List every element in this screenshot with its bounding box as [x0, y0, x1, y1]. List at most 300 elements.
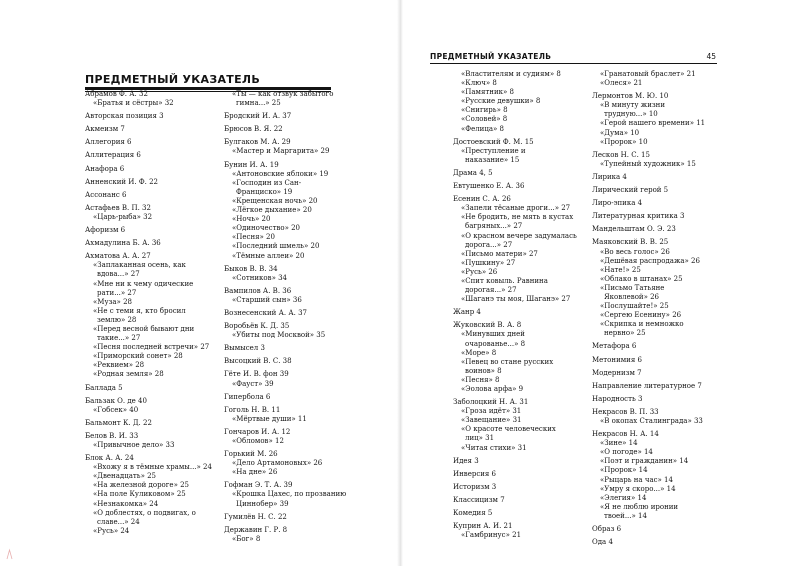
subentry-text: «В окопах Сталинграда» 33	[600, 417, 703, 425]
subentry-text: «Господин из Сан-	[232, 178, 302, 187]
index-subentry	[453, 231, 577, 250]
index-entry	[85, 90, 209, 99]
subentry-text: «Одиночество» 20	[232, 224, 301, 233]
index-subentry	[453, 125, 573, 134]
entry-text: Лесков Н. С. 15	[592, 150, 650, 159]
subentry-text: «Пушкину» 27	[461, 258, 516, 267]
entry-text: Лермонтов М. Ю. 10	[592, 92, 669, 101]
entry-text: Анафора 6	[85, 164, 125, 173]
entry-text: Аллегория 6	[85, 138, 132, 147]
subentry-text: «Обломов» 12	[232, 437, 284, 445]
index-subentry	[592, 138, 716, 147]
entry-text: Жанр 4	[453, 308, 481, 317]
index-subentry	[592, 257, 716, 266]
entry-text: Инверсия 6	[453, 469, 497, 478]
index-entry	[453, 169, 573, 178]
subentry-text: Франциско» 19	[236, 187, 293, 196]
subentry-text: «На дне» 26	[232, 468, 278, 477]
entry-text: Блок А. А. 24	[85, 454, 134, 463]
index-subentry	[85, 463, 212, 472]
entry-text: Евтушенко Е. А. 36	[453, 182, 525, 191]
index-subentry	[453, 385, 573, 394]
index-subentry	[453, 259, 573, 268]
index-entry	[592, 199, 716, 208]
subentry-text: «Письмо матери» 27	[461, 249, 538, 258]
entry-text: Литературная критика 3	[592, 212, 685, 221]
subentry-text: «Тупейный художник» 15	[600, 159, 696, 168]
subentry-text: Циннобер» 39	[236, 499, 289, 508]
subentry-text: «Приморский сонет» 28	[93, 352, 183, 361]
index-entry	[224, 357, 348, 366]
index-entry	[85, 432, 209, 441]
index-entry	[592, 342, 716, 351]
index-subentry	[592, 275, 716, 284]
index-subentry	[453, 444, 573, 453]
entry-text: Ода 4	[592, 538, 613, 547]
entry-text: Направление литературное 7	[592, 381, 702, 390]
index-entry	[224, 125, 348, 134]
index-entry	[85, 397, 209, 406]
entry-text: Куприн А. И. 21	[453, 522, 513, 531]
subentry-text: дорогая...» 27	[465, 286, 517, 295]
subentry-text: «Мастер и Маргарита» 29	[232, 147, 330, 156]
index-subentry	[85, 261, 209, 279]
index-subentry	[85, 481, 209, 490]
entry-text: Драма 4, 5	[453, 168, 493, 177]
entry-text: Горький М. 26	[224, 450, 278, 459]
entry-text: Бальзак О. де 40	[85, 396, 147, 405]
index-entry	[224, 406, 348, 415]
subentry-text: «Мне ни к чему одические	[93, 279, 194, 288]
index-entry	[85, 454, 209, 463]
index-subentry	[85, 527, 209, 536]
subentry-text: «Не с теми я, кто бросил	[93, 306, 186, 315]
subentry-text: багряных...» 27	[465, 222, 523, 231]
subentry-text: твоей...» 14	[604, 511, 647, 520]
index-subentry	[85, 298, 209, 307]
index-entry	[224, 322, 348, 331]
subentry-text: «Песня» 20	[232, 233, 275, 242]
index-entry	[453, 509, 573, 518]
subentry-text: «Поэт и гражданин» 14	[600, 457, 689, 466]
entry-text: Мандельштам О. Э. 23	[592, 225, 676, 234]
subentry-text: «Элегия» 14	[600, 493, 647, 502]
subentry-text: «Дело Артамоновых» 26	[232, 459, 323, 468]
subentry-text: землю» 28	[97, 315, 137, 324]
subentry-text: «Письмо Татьяне	[600, 283, 665, 292]
index-entry	[224, 344, 348, 353]
subentry-text: «Крошка Цахес, по прозванию	[232, 490, 347, 499]
subentry-text: «Море» 8	[461, 348, 497, 357]
index-entry	[224, 112, 348, 121]
entry-text: Белов В. И. 33	[85, 431, 139, 440]
index-subentry	[224, 535, 348, 544]
subentry-text: «Гроза идёт» 31	[461, 407, 522, 416]
subentry-text: «Бог» 8	[232, 534, 261, 543]
subentry-text: «Родная земля» 28	[93, 370, 164, 379]
running-title: ПРЕДМЕТНЫЙ УКАЗАТЕЛЬ	[430, 52, 552, 61]
subentry-text: «На поле Куликовом» 25	[93, 490, 186, 499]
subentry-text: «Последний шмель» 20	[232, 242, 320, 251]
index-entry	[453, 398, 573, 407]
index-subentry	[453, 79, 573, 88]
subentry-text: «Нате!» 25	[600, 265, 641, 274]
entry-text: Гофман Э. Т. А. 39	[224, 481, 293, 490]
index-entry	[85, 239, 209, 248]
subentry-text: «Спит ковыль. Равнина	[461, 276, 548, 285]
subentry-text: «Мёртвые души» 11	[232, 414, 307, 423]
entry-text: Маяковский В. В. 25	[592, 238, 669, 247]
index-entry	[592, 186, 716, 195]
subentry-text: «Сергею Есенину» 26	[600, 311, 682, 320]
subentry-text: «Вхожу я в тёмные храмы...» 24	[93, 463, 212, 472]
entry-text: Ассонанс 6	[85, 190, 127, 199]
entry-text: Быков В. В. 34	[224, 264, 278, 273]
index-entry	[85, 204, 209, 213]
subentry-text: «Завещание» 31	[461, 416, 522, 425]
subentry-text: «Русь» 24	[93, 526, 130, 535]
index-subentry	[85, 472, 209, 481]
subentry-text: «На железной дороге» 25	[93, 481, 189, 490]
index-subentry	[592, 320, 716, 338]
entry-text: Модернизм 7	[592, 368, 642, 377]
entry-text: Аллитерация 6	[85, 151, 141, 160]
subentry-text: гимна...» 25	[236, 99, 281, 108]
index-subentry	[592, 119, 716, 128]
subentry-text: дорога...» 27	[465, 240, 513, 249]
subentry-text: «Читая стихи» 31	[461, 443, 527, 452]
subentry-text: «О доблестях, о подвигах, о	[93, 508, 196, 517]
entry-text: Классицизм 7	[453, 495, 505, 504]
index-subentry	[453, 425, 573, 443]
index-entry	[592, 212, 716, 221]
index-subentry	[453, 97, 573, 106]
index-subentry	[224, 331, 348, 340]
index-entry	[592, 225, 716, 234]
subentry-text: «Перед весной бывают дни	[93, 324, 195, 333]
index-subentry	[453, 268, 573, 277]
index-subentry	[453, 330, 573, 348]
index-entry	[592, 525, 716, 534]
index-entry	[85, 191, 209, 200]
index-entry	[592, 395, 716, 404]
subentry-text: «О погоде» 14	[600, 448, 653, 457]
subentry-text: «Фауст» 39	[232, 379, 274, 388]
index-subentry	[224, 459, 348, 468]
entry-text: Идея 3	[453, 456, 479, 465]
index-entry	[453, 321, 573, 330]
index-subentry	[224, 252, 348, 261]
subentry-text: «О красоте человеческих	[461, 425, 556, 434]
entry-text: Некрасов Н. А. 14	[592, 430, 659, 439]
entry-text: Астафьев В. П. 32	[85, 203, 151, 212]
index-subentry	[453, 277, 573, 295]
entry-text: Метонимия 6	[592, 355, 642, 364]
running-title-rule	[430, 63, 717, 64]
index-subentry	[224, 215, 348, 224]
entry-text: Акмеизм 7	[85, 125, 125, 134]
index-subentry	[592, 79, 716, 88]
subentry-text: «Шаганэ ты моя, Шаганэ» 27	[461, 295, 571, 304]
index-subentry	[224, 224, 348, 233]
index-subentry	[453, 204, 573, 213]
index-subentry	[85, 352, 209, 361]
subentry-text: «Певец во стане русских	[461, 357, 554, 366]
subentry-text: «Пророк» 10	[600, 137, 648, 146]
index-subentry	[592, 160, 716, 169]
subentry-text: «Снигирь» 8	[461, 106, 508, 115]
subentry-text: «Убиты под Москвой» 35	[232, 331, 326, 340]
entry-text: Бунин И. А. 19	[224, 160, 279, 169]
subentry-text: «Тёмные аллеи» 20	[232, 251, 305, 260]
index-entry	[592, 538, 716, 547]
index-subentry	[453, 147, 573, 165]
subentry-text: «Гранатовый браслет» 21	[600, 70, 696, 78]
index-entry	[592, 356, 716, 365]
entry-text: Заболоцкий Н. А. 31	[453, 398, 529, 407]
index-subentry	[592, 101, 716, 119]
subentry-text: «Братья и сёстры» 32	[93, 99, 174, 108]
index-entry	[224, 393, 348, 402]
index-subentry	[224, 147, 348, 156]
subentry-text: «Во весь голос» 26	[600, 247, 670, 256]
index-subentry	[224, 437, 348, 446]
subentry-text: Яковлевой» 26	[604, 292, 660, 301]
index-column-4	[592, 70, 716, 547]
index-entry	[592, 238, 716, 247]
subentry-text: «Старший сын» 36	[232, 295, 302, 304]
subentry-text: «Облако в штанах» 25	[600, 274, 683, 283]
index-subentry	[453, 531, 573, 540]
index-subentry	[224, 468, 348, 477]
subentry-text: «Реквием» 28	[93, 361, 145, 370]
subentry-text: «Эолова арфа» 9	[461, 385, 524, 393]
index-entry	[224, 370, 348, 379]
subentry-text: «Русь» 26	[461, 267, 498, 276]
subentry-text: «Минувших дней	[461, 330, 525, 339]
index-subentry	[453, 358, 573, 376]
index-subentry	[85, 370, 209, 379]
index-subentry	[85, 406, 209, 415]
index-entry	[453, 182, 573, 191]
index-entry	[85, 384, 209, 393]
index-subentry	[592, 485, 716, 494]
index-subentry	[453, 213, 573, 231]
index-entry	[85, 112, 209, 121]
page-title: ПРЕДМЕТНЫЙ УКАЗАТЕЛЬ	[85, 73, 261, 86]
index-entry	[592, 173, 716, 182]
index-entry	[85, 178, 209, 187]
index-subentry	[85, 325, 209, 343]
entry-text: Державин Г. Р. 8	[224, 525, 288, 534]
index-subentry	[592, 70, 716, 79]
entry-text: Историзм 3	[453, 482, 497, 491]
entry-text: Гончаров И. А. 12	[224, 427, 291, 436]
index-column-2	[224, 90, 348, 544]
subentry-text: «Зине» 14	[600, 439, 638, 448]
index-subentry	[453, 416, 573, 425]
index-entry	[224, 161, 348, 170]
index-entry	[224, 481, 348, 490]
entry-text: Метафора 6	[592, 342, 637, 351]
index-subentry	[224, 233, 348, 242]
entry-text: Народность 3	[592, 394, 643, 403]
entry-text: Гипербола 6	[224, 392, 271, 401]
index-subentry	[592, 448, 716, 457]
page-number: 45	[706, 52, 716, 61]
subentry-text: «Я не люблю иронии	[600, 502, 679, 511]
index-entry	[85, 125, 209, 134]
index-subentry	[592, 302, 716, 311]
index-subentry	[592, 494, 716, 503]
subentry-text: «Дума» 10	[600, 128, 640, 137]
entry-text: Вымысел 3	[224, 344, 265, 353]
index-subentry	[224, 380, 348, 389]
index-entry	[85, 151, 209, 160]
index-subentry	[453, 106, 573, 115]
index-entry	[592, 408, 716, 417]
subentry-text: «Рыцарь на час» 14	[600, 475, 673, 484]
entry-text: Вознесенский А. А. 37	[224, 308, 307, 317]
index-subentry	[453, 115, 573, 124]
index-subentry	[224, 296, 348, 305]
subentry-text: «Дешёвая распродажа» 26	[600, 256, 700, 265]
subentry-text: «Преступление и	[461, 146, 526, 155]
subentry-text: «Царь-рыба» 32	[93, 212, 153, 221]
subentry-text: «Скрипка и немножко	[600, 320, 684, 329]
entry-text: Жуковский В. А. 8	[453, 321, 522, 330]
index-subentry	[453, 376, 573, 385]
subentry-text: «Фелица» 8	[461, 124, 504, 133]
index-entry	[453, 138, 573, 147]
index-subentry	[224, 490, 348, 508]
index-subentry	[224, 197, 348, 206]
index-subentry	[453, 70, 573, 79]
index-entry	[453, 457, 573, 466]
index-entry	[85, 138, 209, 147]
subentry-text: «Лёгкое дыхание» 20	[232, 206, 312, 215]
index-entry	[453, 195, 573, 204]
index-subentry	[85, 361, 209, 370]
subentry-text: «Послушайте!» 25	[600, 302, 669, 311]
index-subentry	[224, 274, 348, 283]
subentry-text: славе...» 24	[97, 517, 140, 526]
entry-text: Гумилёв Н. С. 22	[224, 512, 287, 521]
book-gutter	[397, 0, 403, 566]
entry-text: Бродский И. А. 37	[224, 112, 292, 121]
subentry-text: «Ключ» 8	[461, 79, 497, 88]
index-subentry	[592, 503, 716, 521]
index-entry	[85, 226, 209, 235]
subentry-text: очарованье...» 8	[465, 339, 526, 348]
index-subentry	[224, 206, 348, 215]
subentry-text: «Сотников» 34	[232, 273, 288, 282]
subentry-text: «О красном вечере задумалась	[461, 231, 577, 240]
subentry-text: «Русские девушки» 8	[461, 97, 541, 106]
subentry-text: наказание» 15	[465, 155, 520, 164]
index-entry	[453, 470, 573, 479]
subentry-text: рати...» 27	[97, 288, 137, 297]
entry-text: Авторская позиция 3	[85, 112, 164, 121]
index-subentry	[592, 266, 716, 275]
subentry-text: «Пророк» 14	[600, 466, 648, 475]
entry-text: Комедия 5	[453, 509, 493, 518]
subentry-text: «Гамбринус» 21	[461, 531, 522, 540]
index-entry	[592, 151, 716, 160]
subentry-text: трудную...» 10	[604, 110, 658, 119]
index-subentry	[453, 407, 573, 416]
index-subentry	[453, 88, 573, 97]
index-entry	[224, 428, 348, 437]
entry-text: Абрамов Ф. А. 32	[85, 90, 148, 98]
subentry-text: «Олеся» 21	[600, 79, 643, 88]
entry-text: Ахматова А. А. 27	[85, 252, 151, 261]
subentry-text: «В минуту жизни	[600, 101, 666, 110]
entry-text: Лирический герой 5	[592, 186, 669, 195]
index-entry	[592, 430, 716, 439]
index-column-1	[85, 90, 212, 536]
index-subentry	[592, 417, 716, 426]
entry-text: Достоевский Ф. М. 15	[453, 137, 534, 146]
index-subentry	[224, 415, 348, 424]
entry-text: Анненский И. Ф. 22	[85, 177, 159, 186]
index-subentry	[592, 129, 716, 138]
index-entry	[224, 138, 348, 147]
index-entry	[592, 369, 716, 378]
entry-text: Образ 6	[592, 525, 622, 534]
entry-text: Лирика 4	[592, 172, 627, 181]
index-subentry	[592, 311, 716, 320]
subentry-text: «Двенадцать» 25	[93, 472, 156, 481]
subentry-text: «Не бродить, не мять в кустах	[461, 213, 574, 222]
page-corner-mark	[6, 548, 13, 560]
index-subentry	[85, 343, 209, 352]
index-entry	[592, 382, 716, 391]
subentry-text: «Гобсек» 40	[93, 405, 139, 414]
entry-text: Афоризм 6	[85, 226, 126, 235]
entry-text: Лиро-эпика 4	[592, 199, 643, 208]
index-subentry	[85, 213, 209, 222]
entry-text: Бальмонт К. Д. 22	[85, 418, 152, 427]
index-entry	[224, 513, 348, 522]
subentry-text: лиц» 31	[465, 434, 495, 443]
index-subentry	[85, 500, 209, 509]
subentry-text: «Незнакомка» 24	[93, 499, 159, 508]
subentry-text: «Умру я скоро...» 14	[600, 484, 676, 493]
index-subentry	[224, 242, 348, 251]
index-entry	[85, 419, 209, 428]
subentry-text: «Песня последней встречи» 27	[93, 343, 210, 352]
index-subentry	[453, 349, 573, 358]
entry-text: Вампилов А. В. 36	[224, 286, 292, 295]
index-subentry	[224, 179, 348, 197]
entry-text: Булгаков М. А. 29	[224, 138, 291, 147]
index-subentry	[85, 509, 209, 527]
index-entry	[224, 526, 348, 535]
index-subentry	[224, 90, 348, 108]
index-column-3	[453, 70, 577, 540]
index-entry	[453, 496, 573, 505]
subentry-text: нервно» 25	[604, 329, 646, 338]
subentry-text: «Соловей» 8	[461, 115, 508, 124]
subentry-text: «Памятник» 8	[461, 88, 514, 97]
index-entry	[85, 165, 209, 174]
subentry-text: вдова...» 27	[97, 270, 140, 279]
entry-text: Ахмадулина Б. А. 36	[85, 239, 161, 248]
index-entry	[85, 252, 209, 261]
entry-text: Гоголь Н. В. 11	[224, 405, 281, 414]
index-entry	[453, 522, 573, 531]
